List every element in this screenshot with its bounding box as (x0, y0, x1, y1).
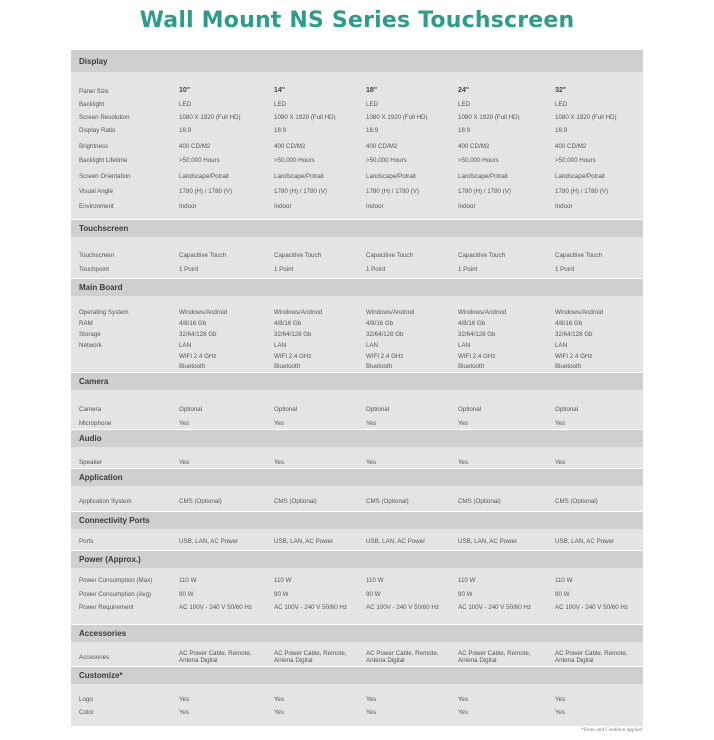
table-cell: 1 Point (458, 266, 478, 273)
table-cell: Capacitive Touch (179, 252, 227, 259)
table-cell: 400 CD/M2 (274, 143, 306, 150)
table-cell: Capacitive Touch (458, 252, 506, 259)
table-cell: 1080 X 1920 (Full HD) (274, 114, 336, 121)
table-cell: Windows/Android (274, 309, 323, 316)
table-cell: Yes (555, 420, 566, 427)
section-header: Accessories (71, 625, 643, 642)
row-label: Color (79, 709, 94, 716)
table-cell: AC 100V - 240 V 50/60 Hz (366, 604, 439, 611)
table-cell: Capacitive Touch (366, 252, 414, 259)
row-label: Operating System (79, 309, 129, 316)
table-cell: 110 W (179, 577, 197, 584)
table-cell: Landscape/Potrait (274, 173, 324, 180)
row-label: Visual Angle (79, 188, 113, 195)
table-cell: Landscape/Potrait (458, 173, 508, 180)
table-cell: Optional (458, 406, 482, 413)
table-cell: 4/8/16 Gb (179, 320, 207, 327)
row-label: Environment (79, 203, 114, 210)
table-cell: 16:9 (555, 127, 568, 134)
table-cell: 110 W (555, 577, 573, 584)
table-cell: Optional (274, 406, 298, 413)
table-cell: Yes (179, 709, 190, 716)
panel-size-header: 32" (555, 87, 567, 94)
table-cell: USB, LAN, AC Power (366, 538, 426, 545)
table-cell: Bluetooth (274, 363, 301, 370)
panel-size-header: 24" (458, 87, 470, 94)
table-cell: 400 CD/M2 (179, 143, 211, 150)
table-cell: 1080 X 1920 (Full HD) (458, 114, 520, 121)
row-label: Panel Size (79, 88, 109, 95)
panel-size-header: 10" (179, 87, 191, 94)
table-cell: 4/8/16 Gb (274, 320, 302, 327)
table-cell: >50,000 Hours (555, 157, 596, 164)
table-cell: LAN (179, 342, 192, 349)
row-label: Power Consumption (Max) (79, 577, 153, 584)
table-cell: 110 W (366, 577, 384, 584)
table-cell: Indoor (179, 203, 197, 210)
table-cell: Bluetooth (366, 363, 393, 370)
table-cell: Capacitive Touch (555, 252, 603, 259)
table-cell: Yes (458, 459, 469, 466)
table-cell: USB, LAN, AC Power (179, 538, 239, 545)
table-cell: Indoor (458, 203, 476, 210)
table-cell: AC Power Cable, Remote, Antena Digital (179, 650, 252, 665)
table-cell: CMS (Optional) (555, 498, 598, 505)
table-cell: Yes (555, 459, 566, 466)
table-cell: WIFI 2.4 GHz (366, 353, 404, 360)
row-label: Power Consumption (Avg) (79, 591, 152, 598)
row-label: Power Requirement (79, 604, 134, 611)
table-cell: Landscape/Potrait (179, 173, 229, 180)
table-cell: 90 W (179, 591, 194, 598)
table-cell: Yes (555, 709, 566, 716)
row-label: RAM (79, 320, 93, 327)
table-cell: Windows/Android (555, 309, 604, 316)
panel-size-header: 18" (366, 87, 378, 94)
table-cell: CMS (Optional) (366, 498, 409, 505)
table-cell: AC 100V - 240 V 50/60 Hz (555, 604, 628, 611)
section-header: Main Board (71, 279, 643, 296)
table-cell: Yes (555, 696, 566, 703)
table-cell: 400 CD/M2 (366, 143, 398, 150)
table-cell: WIFI 2.4 GHz (179, 353, 217, 360)
table-cell: Windows/Android (366, 309, 415, 316)
table-cell: LAN (366, 342, 379, 349)
table-cell: 90 W (366, 591, 381, 598)
table-cell: Yes (366, 709, 377, 716)
table-cell: Yes (179, 459, 190, 466)
table-cell: WIFI 2.4 GHz (274, 353, 312, 360)
table-cell: 32/64/128 Gb (555, 331, 593, 338)
table-cell: Yes (274, 420, 285, 427)
table-cell: Indoor (274, 203, 292, 210)
table-cell: Optional (179, 406, 203, 413)
row-label: Display Ratio (79, 127, 116, 134)
row-label: Backlight (79, 101, 105, 108)
table-cell: Yes (366, 696, 377, 703)
row-label: Backlight Lifetime (79, 157, 128, 164)
section-header: Audio (71, 430, 643, 447)
table-cell: >50,000 Hours (458, 157, 499, 164)
table-cell: CMS (Optional) (179, 498, 222, 505)
spec-table (71, 50, 643, 726)
table-cell: Yes (274, 459, 285, 466)
table-cell: WIFI 2.4 GHz (555, 353, 593, 360)
table-cell: LED (274, 101, 287, 108)
table-cell: Yes (458, 696, 469, 703)
row-label: Accesories (79, 654, 110, 661)
table-cell: AC Power Cable, Remote, Antena Digital (458, 650, 531, 665)
table-cell: Landscape/Potrait (555, 173, 605, 180)
table-cell: Bluetooth (179, 363, 206, 370)
table-cell: CMS (Optional) (274, 498, 317, 505)
row-label: Brightness (79, 143, 109, 150)
table-cell: AC Power Cable, Remote, Antena Digital (274, 650, 347, 665)
table-cell: 110 W (274, 577, 292, 584)
table-cell: 1780 (H) / 1780 (V) (366, 188, 419, 195)
table-cell: 16:9 (458, 127, 471, 134)
table-cell: 90 W (555, 591, 570, 598)
table-cell: AC Power Cable, Remote, Antena Digital (366, 650, 439, 665)
table-cell: 32/64/128 Gb (274, 331, 312, 338)
table-cell: LED (555, 101, 568, 108)
footnote: *Terms and Condition Applied (580, 728, 642, 733)
table-cell: Capacitive Touch (274, 252, 322, 259)
table-cell: >50,000 Hours (366, 157, 407, 164)
table-cell: 1780 (H) / 1780 (V) (274, 188, 327, 195)
table-cell: 90 W (274, 591, 289, 598)
table-cell: 1780 (H) / 1780 (V) (555, 188, 608, 195)
table-cell: AC Power Cable, Remote, Antena Digital (555, 650, 628, 665)
row-label: Touchscreen (79, 252, 115, 259)
table-cell: LAN (555, 342, 568, 349)
table-cell: Windows/Android (458, 309, 507, 316)
table-cell: Bluetooth (555, 363, 582, 370)
table-cell: AC 100V - 240 V 50/60 Hz (274, 604, 347, 611)
table-cell: LAN (458, 342, 471, 349)
table-cell: Landscape/Potrait (366, 173, 416, 180)
table-cell: Yes (274, 696, 285, 703)
table-cell: AC 100V - 240 V 50/60 Hz (179, 604, 252, 611)
table-cell: 1080 X 1920 (Full HD) (366, 114, 428, 121)
row-label: Application System (79, 498, 132, 505)
row-label: Touchpoint (79, 266, 109, 273)
row-label: Network (79, 342, 102, 349)
table-cell: 400 CD/M2 (458, 143, 490, 150)
section-header: Connectivity Ports (71, 512, 643, 529)
table-cell: LED (179, 101, 192, 108)
table-cell: AC 100V - 240 V 50/60 Hz (458, 604, 531, 611)
table-cell: Indoor (555, 203, 573, 210)
table-cell: Yes (179, 420, 190, 427)
table-cell: 32/64/128 Gb (179, 331, 217, 338)
row-label: Screen Resolution (79, 114, 130, 121)
table-cell: 16:9 (366, 127, 379, 134)
row-label: Microphone (79, 420, 112, 427)
section-header: Customize* (71, 667, 643, 684)
table-cell: 400 CD/M2 (555, 143, 587, 150)
table-cell: 1 Point (274, 266, 294, 273)
table-cell: CMS (Optional) (458, 498, 501, 505)
row-label: Storage (79, 331, 101, 338)
table-cell: LAN (274, 342, 287, 349)
row-label: Speaker (79, 459, 103, 466)
table-cell: 1780 (H) / 1780 (V) (179, 188, 232, 195)
table-cell: Indoor (366, 203, 384, 210)
table-cell: 16:9 (179, 127, 192, 134)
table-cell: USB, LAN, AC Power (274, 538, 334, 545)
row-label: Screen Orientation (79, 173, 131, 180)
table-cell: Yes (179, 696, 190, 703)
table-cell: 1 Point (366, 266, 386, 273)
section-header: Camera (71, 373, 643, 390)
table-cell: LED (366, 101, 379, 108)
table-cell: 110 W (458, 577, 476, 584)
table-cell: Yes (366, 459, 377, 466)
table-cell: >50,000 Hours (274, 157, 315, 164)
table-cell: Windows/Android (179, 309, 228, 316)
table-cell: 1080 X 1920 (Full HD) (555, 114, 617, 121)
table-cell: Yes (366, 420, 377, 427)
section-header: Display (71, 50, 643, 72)
row-label: Camera (79, 406, 102, 413)
table-cell: 1 Point (179, 266, 199, 273)
table-cell: 1 Point (555, 266, 575, 273)
table-cell: Bluetooth (458, 363, 485, 370)
table-cell: Yes (274, 709, 285, 716)
section-header: Power (Approx.) (71, 551, 643, 568)
page-title: Wall Mount NS Series Touchscreen (139, 8, 575, 33)
row-label: Logo (79, 696, 93, 703)
panel-size-header: 14" (274, 87, 286, 94)
row-label: Ports (79, 538, 94, 545)
table-cell: 16:9 (274, 127, 287, 134)
table-cell: >50,000 Hours (179, 157, 220, 164)
table-cell: LED (458, 101, 471, 108)
table-cell: 4/8/16 Gb (366, 320, 394, 327)
table-cell: Optional (366, 406, 390, 413)
table-cell: USB, LAN, AC Power (458, 538, 518, 545)
table-cell: WIFI 2.4 GHz (458, 353, 496, 360)
section-header: Application (71, 469, 643, 486)
table-cell: Optional (555, 406, 579, 413)
table-cell: 1080 X 1920 (Full HD) (179, 114, 241, 121)
table-cell: 32/64/128 Gb (458, 331, 496, 338)
table-cell: Yes (458, 709, 469, 716)
table-cell: 90 W (458, 591, 473, 598)
table-cell: Yes (458, 420, 469, 427)
table-cell: 4/8/16 Gb (458, 320, 486, 327)
table-cell: 32/64/128 Gb (366, 331, 404, 338)
table-cell: USB, LAN, AC Power (555, 538, 615, 545)
section-header: Touchscreen (71, 220, 643, 237)
table-cell: 1780 (H) / 1780 (V) (458, 188, 511, 195)
table-cell: 4/8/16 Gb (555, 320, 583, 327)
